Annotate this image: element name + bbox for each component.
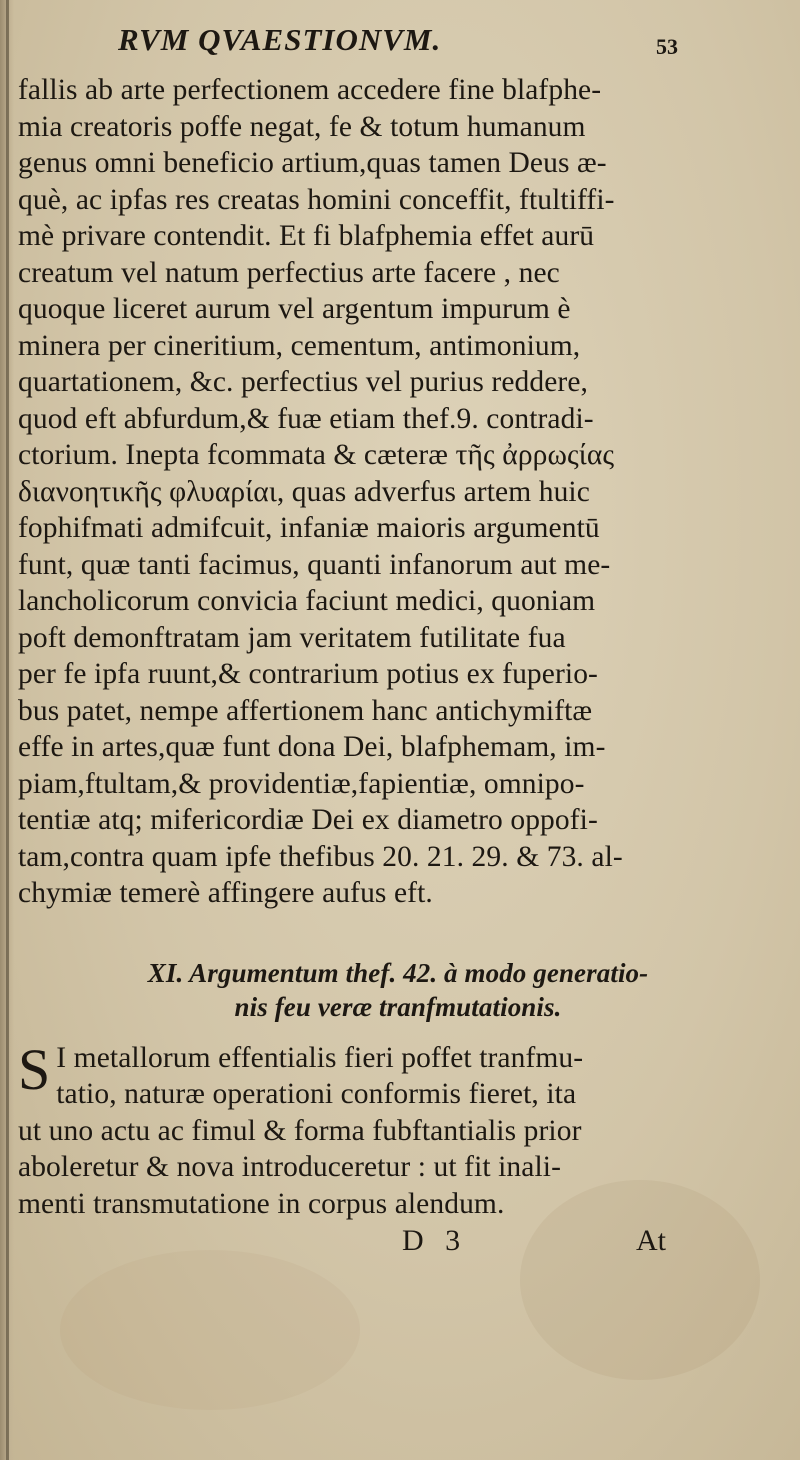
text-line: minera per cineritium, cementum, antimonium, (18, 329, 581, 362)
drop-capital: S (18, 1036, 51, 1102)
text-line: genus omni beneficio artium,quas tamen Deus æ- (18, 147, 607, 179)
text-line: ut uno actu ac fimul & forma fubftantialis prior (18, 1114, 582, 1147)
text-line: tentiæ atq; mifericordiæ Dei ex diametro oppofi- (18, 804, 598, 836)
signature-mark: D 3 (402, 1224, 461, 1257)
text-line: tam,contra quam ipfe thefibus 20. 21. 29. & 73. al- (18, 840, 623, 873)
paper-stain (60, 1250, 360, 1410)
text-line: lancholicorum convicia faciunt medici, quoniam (18, 585, 596, 617)
catchword: At (636, 1224, 666, 1257)
page-number: 53 (656, 34, 678, 59)
text-line: I metallorum effentialis fieri poffet tranfmu- (56, 1041, 584, 1074)
text-line: per fe ipfa ruunt,& contrarium potius ex fuperio- (18, 658, 598, 690)
text-line: effe in artes,quæ funt dona Dei, blafphemam, im- (18, 731, 606, 763)
text-line: què, ac ipfas res creatas homini conceffit, ftultiffi- (18, 183, 615, 216)
text-line: mè privare contendit. Et fi blafphemia effet aurū (18, 220, 595, 252)
text-line: poft demonftratam jam veritatem futilitate fua (18, 621, 566, 654)
text-line: piam,ftultam,& providentiæ,fapientiæ, omnipo- (18, 767, 585, 800)
running-title: RVM QVAESTIONVM. (118, 22, 442, 57)
body-paragraph (18, 72, 778, 912)
body-paragraph-2 (18, 1036, 778, 1223)
text-line: fophifmati admifcuit, infaniæ maioris argumentū (18, 512, 600, 544)
heading-line: XI. Argumentum thef. 42. à modo generatio- (147, 957, 649, 988)
page-footer (18, 1224, 778, 1264)
text-line: creatum vel natum perfectius arte facere , nec (18, 256, 560, 289)
text-line: menti transmutatione in corpus alendum. (18, 1187, 505, 1220)
text-line: quod eft abfurdum,& fuæ etiam thef.9. contradi- (18, 402, 594, 435)
text-line: διανοητικῆς φλυαρίαι, quas adverfus artem huic (18, 475, 590, 508)
text-line: funt, quæ tanti facimus, quanti infanorum aut me- (18, 548, 611, 581)
text-line: chymiæ temerè affingere aufus eft. (18, 877, 433, 909)
page-text (18, 22, 778, 1264)
text-line: mia creatoris poffe negat, fe & totum humanum (18, 110, 586, 143)
page-header (118, 22, 778, 70)
text-line: bus patet, nempe affertionem hanc antichymiftæ (18, 694, 593, 727)
text-line: tatio, naturæ operationi conformis fieret, ita (56, 1078, 577, 1110)
heading-line: nis feu veræ tranfmutationis. (234, 991, 562, 1022)
section-heading (18, 956, 778, 1024)
text-line: quartationem, &c. perfectius vel purius reddere, (18, 366, 588, 398)
text-line: ctorium. Inepta fcommata & cæteræ τῆς ἀρρωςίας (18, 439, 615, 471)
text-line: fallis ab arte perfectionem accedere fine blafphe- (18, 74, 602, 106)
text-line: aboleretur & nova introduceretur : ut fit inali- (18, 1151, 561, 1183)
gutter-rule (6, 0, 9, 1460)
text-line: quoque liceret aurum vel argentum impurum è (18, 293, 571, 325)
